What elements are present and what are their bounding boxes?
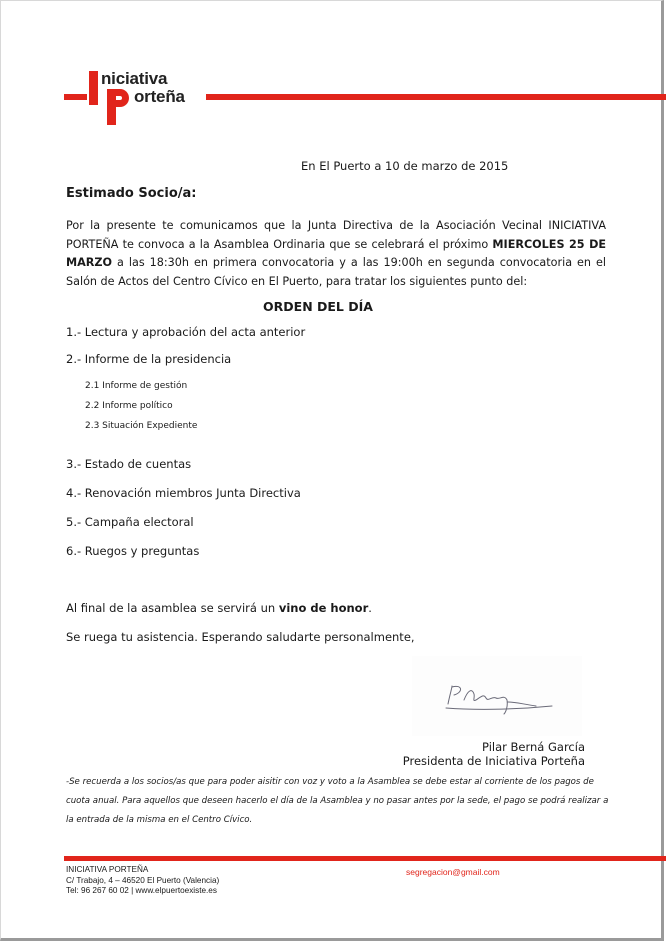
agenda-item: 2.- Informe de la presidencia xyxy=(66,352,232,366)
agenda-item: 3.- Estado de cuentas xyxy=(66,457,192,471)
logo-text-portena: orteña xyxy=(134,87,185,106)
letter-date: En El Puerto a 10 de marzo de 2015 xyxy=(301,159,509,173)
footer-contact-block xyxy=(66,865,219,897)
agenda-subitem: 2.1 Informe de gestión xyxy=(85,381,188,391)
agenda-subitem: 2.2 Informe político xyxy=(85,401,173,411)
iniciativa-portena-logo xyxy=(89,69,209,125)
footer-email-link[interactable]: segregacion@gmail.com xyxy=(406,867,500,877)
signer-name: Pilar Berná García xyxy=(482,740,585,754)
agenda-item: 6.- Ruegos y preguntas xyxy=(66,544,200,558)
logo-text-iniciativa: niciativa xyxy=(101,69,168,88)
header-red-bar-left xyxy=(64,94,87,100)
signer-role: Presidenta de Iniciativa Porteña xyxy=(402,754,585,768)
handwritten-signature xyxy=(412,656,582,736)
closing-line-attendance: Se ruega tu asistencia. Esperando saludarte personalmente, xyxy=(66,630,415,644)
closing-line-wine: Al final de la asamblea se servirá un vino de honor. xyxy=(66,601,372,615)
letter-greeting: Estimado Socio/a: xyxy=(66,186,197,201)
agenda-item: 5.- Campaña electoral xyxy=(66,515,194,529)
footer-org-name: INICIATIVA PORTEÑA xyxy=(66,865,149,874)
logo-letter-i-mark xyxy=(89,71,98,105)
footer-address: C/ Trabajo, 4 – 46520 El Puerto (Valencia) xyxy=(66,875,220,885)
header-red-bar-right xyxy=(206,94,666,100)
logo-letter-p-mark xyxy=(107,89,133,125)
payment-note: -Se recuerda a los socios/as que para poder aisitir con voz y voto a la Asamblea se debe estar al corriente de los pagos de cuota anual. Para aquellos que deseen hacerlo el día de la Asamblea y no pasar antes por la sede, el pago se podrá realizar a la entrada de la misma en el Centro Cívico. xyxy=(66,777,609,825)
agenda-item: 1.- Lectura y aprobación del acta anterior xyxy=(66,325,306,339)
footer-phone-web: Tel: 96 267 60 02 | www.elpuertoexiste.es xyxy=(66,886,217,895)
agenda-title: ORDEN DEL DÍA xyxy=(263,299,373,314)
agenda-item: 4.- Renovación miembros Junta Directiva xyxy=(66,486,301,500)
footer-red-bar xyxy=(64,856,666,861)
meeting-date-emphasis: MIERCOLES 25 DE MARZO xyxy=(66,237,607,269)
agenda-subitem: 2.3 Situación Expediente xyxy=(85,421,198,431)
letter-intro-paragraph: Por la presente te comunicamos que la Junta Directiva de la Asociación Vecinal INICIATIVA PORTEÑA te convoca a la Asamblea Ordinaria que se celebrará el próximo MIERCOLES 25 DE MARZO a las 18:30h en primera convocatoria y a las 19:00h en segunda convocatoria en el Salón de Actos del Centro Cívico en El Puerto, para tratar los siguientes punto del: xyxy=(66,219,607,288)
